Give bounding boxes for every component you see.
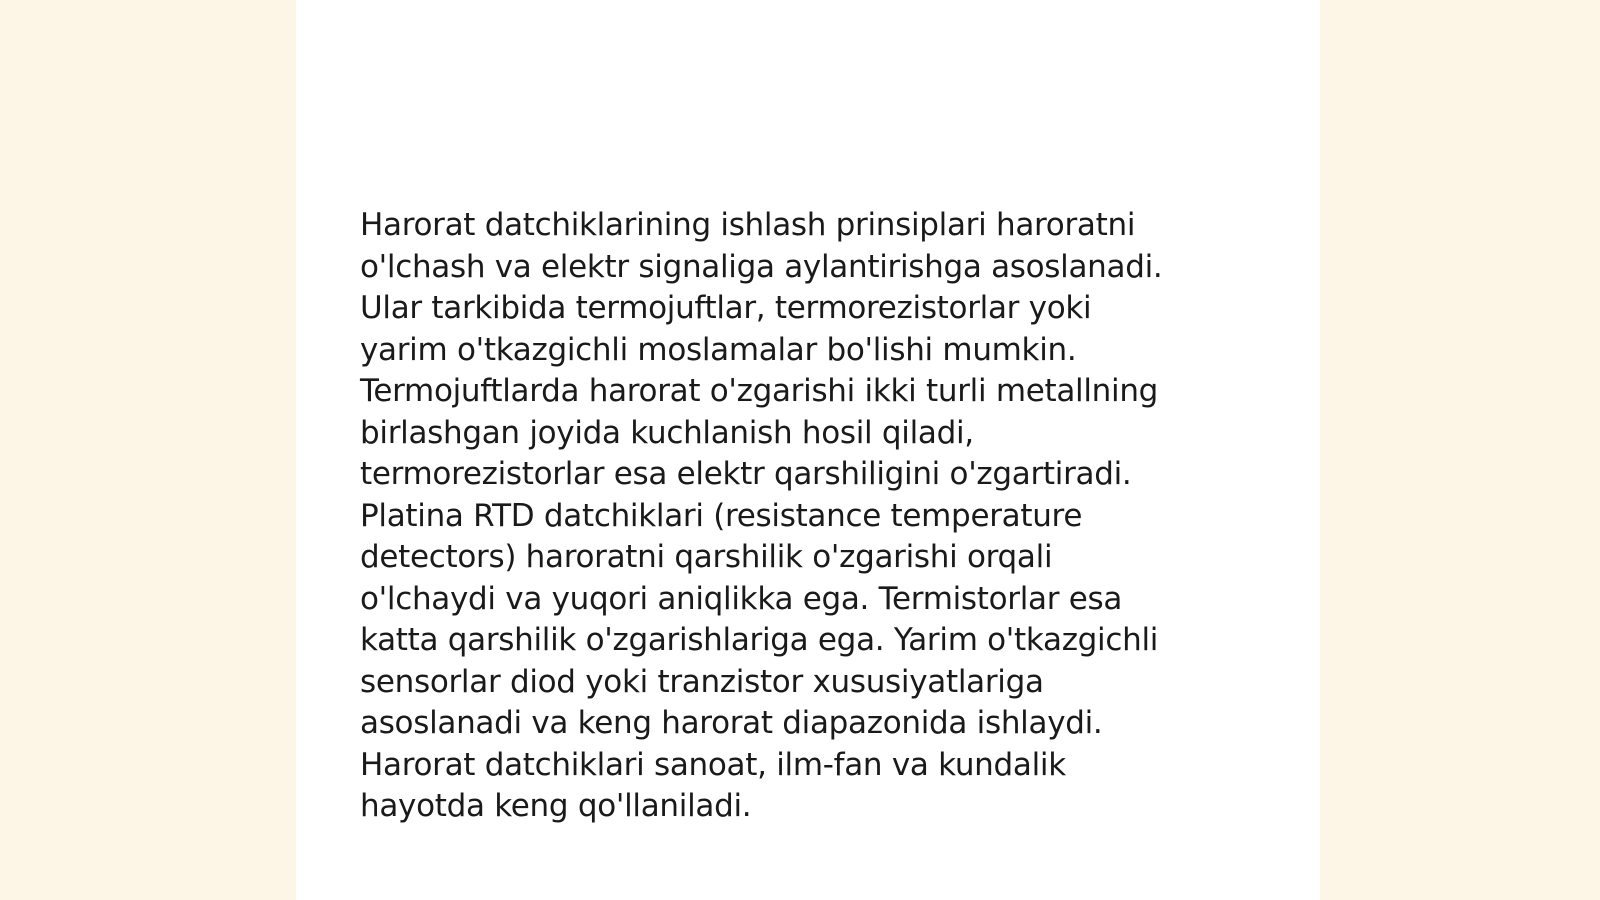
body-paragraph: Harorat datchiklarining ishlash prinsiplari haroratni o'lchash va elektr signaliga aylantirishga asoslanadi. Ular tarkibida termojuftlar, termorezistorlar yoki yarim o'tkazgichli moslamalar bo'lishi mumkin. Termojuftlarda harorat o'zgarishi ikki turli metallning birlashgan joyida kuchlanish hosil qiladi, termorezistorlar esa elektr qarshiligini o'zgartiradi. Platina RTD datchiklari (resistance temperature detectors) haroratni qarshilik o'zgarishi orqali o'lchaydi va yuqori aniqlikka ega. Termistorlar esa katta qarshilik o'zgarishlariga ega. Yarim o'tkazgichli sensorlar diod yoki tranzistor xususiyatlariga asoslanadi va keng harorat diapazonida ishlaydi. Harorat datchiklari sanoat, ilm-fan va kundalik hayotda keng qo'llaniladi.: [360, 207, 1163, 824]
document-page: [296, 0, 1320, 900]
